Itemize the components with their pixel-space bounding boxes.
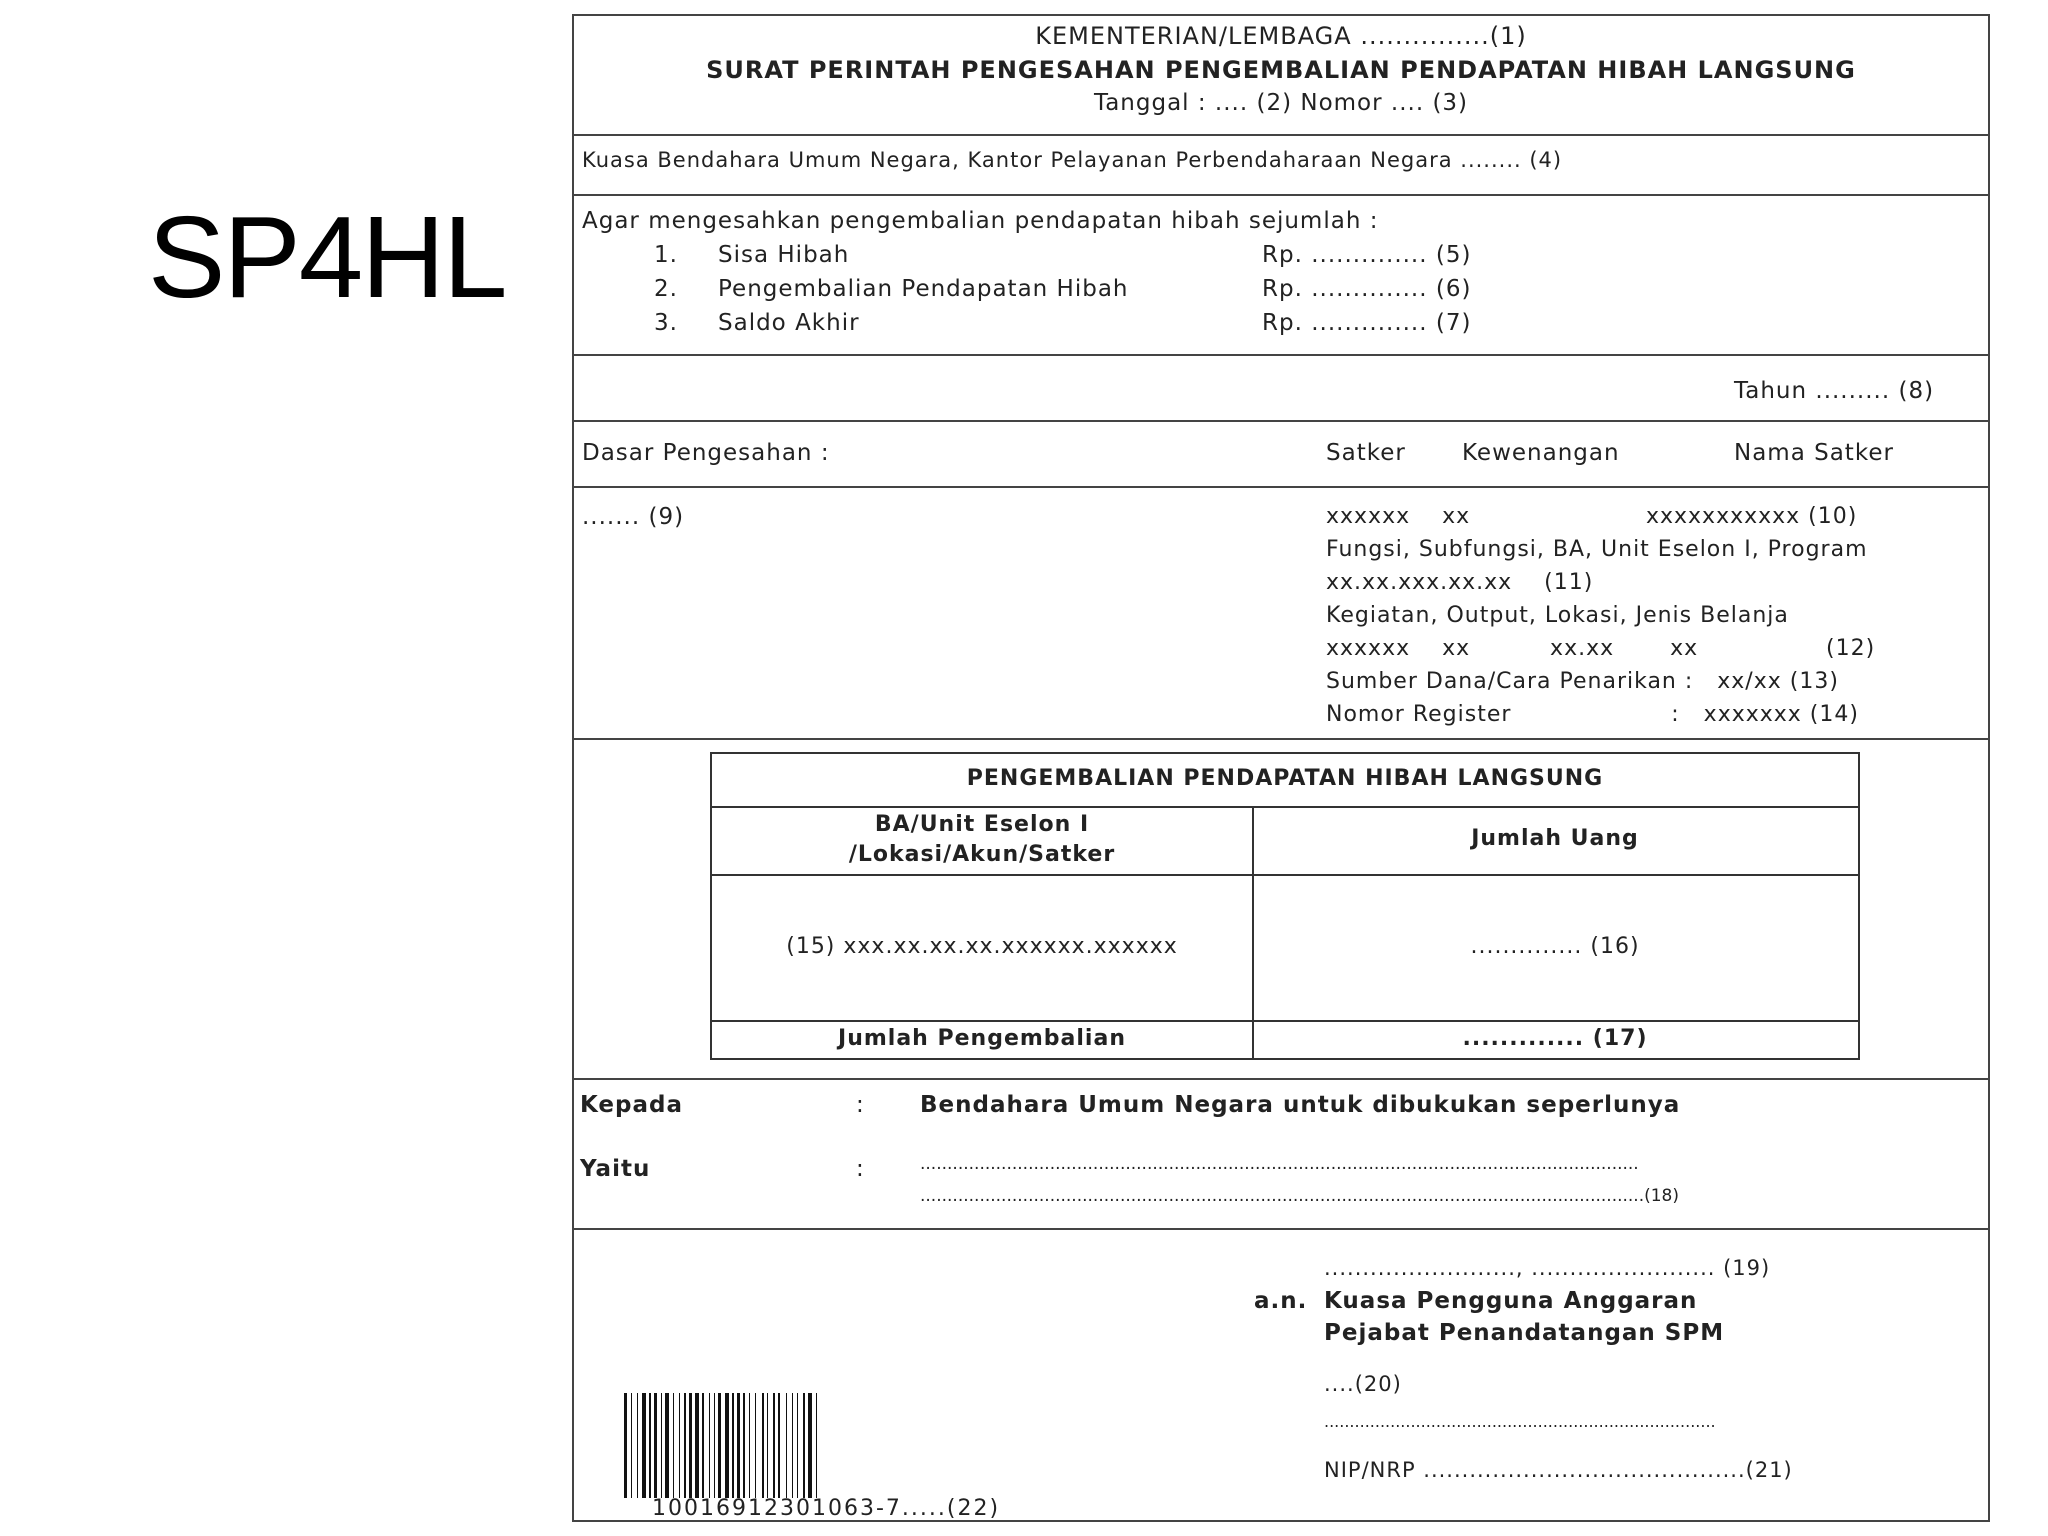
signer-role-1: Kuasa Pengguna Anggaran [1324,1288,1698,1314]
barcode-stripe [786,1393,787,1498]
place-date: ........................., ........................ (19) [1324,1256,1771,1280]
barcode-stripe [684,1393,686,1498]
barcode-stripe [816,1393,817,1498]
signature-name: ....(20) [1324,1372,1402,1396]
basis-line-10: xxxxxx xx xxxxxxxxxxx (10) [1326,504,1858,529]
date-number-line: Tanggal : .... (2) Nomor .... (3) [1093,90,1469,116]
head-left-line2: /Lokasi/Akun/Satker [848,842,1116,867]
amount-num-3: 3. [654,310,678,336]
table-column-divider [1252,806,1254,1058]
table-head-row [712,806,1858,876]
barcode-stripe [695,1393,699,1498]
barcode-stripe [679,1393,680,1498]
form-header [574,16,1988,136]
barcode-stripe [649,1393,651,1498]
barcode-stripe [714,1393,715,1498]
form-title: SURAT PERINTAH PENGESAHAN PENGEMBALIAN PENDAPATAN HIBAH LANGSUNG [706,56,1856,84]
addressee-text: Kuasa Bendahara Umum Negara, Kantor Pelayanan Perbendaharaan Negara ........ (4) [582,148,1563,172]
basis-line-fungsi: Fungsi, Subfungsi, BA, Unit Eselon I, Program [1326,537,1868,562]
barcode-stripe [778,1393,780,1498]
barcode-stripe [749,1393,750,1498]
barcode-stripe [665,1393,669,1498]
sp4hl-form [572,14,1990,1522]
barcode-stripe [725,1393,729,1498]
yaitu-dots-2: ......................................................................................................................................(18) [920,1186,1680,1206]
barcode-stripe [732,1393,734,1498]
recipient-section [574,1078,1988,1230]
head-left-line1: BA/Unit Eselon I [874,812,1090,837]
addressee-section [574,134,1988,196]
barcode-text: 10016912301063-7.....(22) [652,1496,1001,1521]
col-kewenangan: Kewenangan [1462,440,1620,466]
table-total-row [712,1020,1858,1058]
document-code-title: SP4HL [148,192,506,322]
amount-value-2: Rp. .............. (6) [1262,276,1472,302]
amount-num-1: 1. [654,242,678,268]
amount-value-3: Rp. .............. (7) [1262,310,1472,336]
barcode-stripe [673,1393,674,1498]
barcode-stripe [762,1393,764,1498]
yaitu-label: Yaitu [580,1156,651,1182]
nip-line: NIP/NRP ..........................................(21) [1324,1458,1793,1482]
total-value: ............. (17) [1462,1026,1648,1051]
amount-value-1: Rp. .............. (5) [1262,242,1472,268]
basis-header [574,420,1988,488]
ministry-line: KEMENTERIAN/LEMBAGA ...............(1) [1035,22,1527,50]
barcode-stripe [637,1393,638,1498]
amount-label-1: Sisa Hibah [718,242,850,268]
barcode-stripe [642,1393,646,1498]
table-data-row [712,874,1858,1022]
barcode-stripe [808,1393,812,1498]
barcode-stripe [689,1393,692,1498]
barcode-stripe [624,1393,627,1498]
barcode-stripe [702,1393,704,1498]
table-title: PENGEMBALIAN PENDAPATAN HIBAH LANGSUNG [966,766,1604,791]
barcode-stripe [767,1393,768,1498]
barcode-stripe [709,1393,710,1498]
barcode-stripe [631,1393,632,1498]
kepada-value: Bendahara Umum Negara untuk dibukukan seperlunya [920,1092,1681,1118]
return-table [710,752,1860,1060]
barcode-image [624,1393,1029,1498]
table-title-row [712,754,1858,808]
an-prefix: a.n. [1254,1288,1308,1314]
barcode-stripe [737,1393,740,1498]
yaitu-dots-1: ..................................................................................................................................... [920,1154,1639,1174]
basis-line-11: xx.xx.xxx.xx.xx (11) [1326,570,1594,595]
barcode-stripe [654,1393,657,1498]
signature-dots: ............................................................................. [1324,1412,1716,1431]
basis-line-12: xxxxxx xx xx.xx xx (12) [1326,636,1876,661]
amount-num-2: 2. [654,276,678,302]
basis-line-14: Nomor Register : xxxxxxx (14) [1326,702,1859,727]
year-text: Tahun ......... (8) [1734,378,1935,404]
col-nama-satker: Nama Satker [1734,440,1894,466]
barcode-stripe [718,1393,721,1498]
amount-label-3: Saldo Akhir [718,310,860,336]
barcode-stripe [797,1393,798,1498]
basis-detail [574,486,1988,740]
basis-line-13: Sumber Dana/Cara Penarikan : xx/xx (13) [1326,669,1839,694]
barcode-stripe [661,1393,662,1498]
barcode-stripe [803,1393,805,1498]
amounts-intro: Agar mengesahkan pengembalian pendapatan hibah sejumlah : [582,208,1379,234]
amount-label-2: Pengembalian Pendapatan Hibah [718,276,1129,302]
head-right: Jumlah Uang [1471,826,1639,851]
barcode-stripe [743,1393,745,1498]
barcode-stripe [792,1393,793,1498]
kepada-colon: : [856,1092,865,1118]
amounts-section [574,194,1988,356]
yaitu-colon: : [856,1156,865,1182]
col-satker: Satker [1326,440,1406,466]
row-account-code: (15) xxx.xx.xx.xx.xxxxxx.xxxxxx [786,934,1178,959]
year-section [574,354,1988,422]
basis-line-kegiatan: Kegiatan, Output, Lokasi, Jenis Belanja [1326,603,1789,628]
row-amount: .............. (16) [1470,934,1640,959]
basis-left-value: ....... (9) [582,504,685,530]
kepada-label: Kepada [580,1092,683,1118]
table-section [574,738,1988,1080]
basis-label: Dasar Pengesahan : [582,440,830,466]
barcode-stripe [755,1393,756,1498]
barcode-stripe [773,1393,775,1498]
signer-role-2: Pejabat Penandatangan SPM [1324,1320,1725,1346]
total-label: Jumlah Pengembalian [838,1026,1126,1051]
